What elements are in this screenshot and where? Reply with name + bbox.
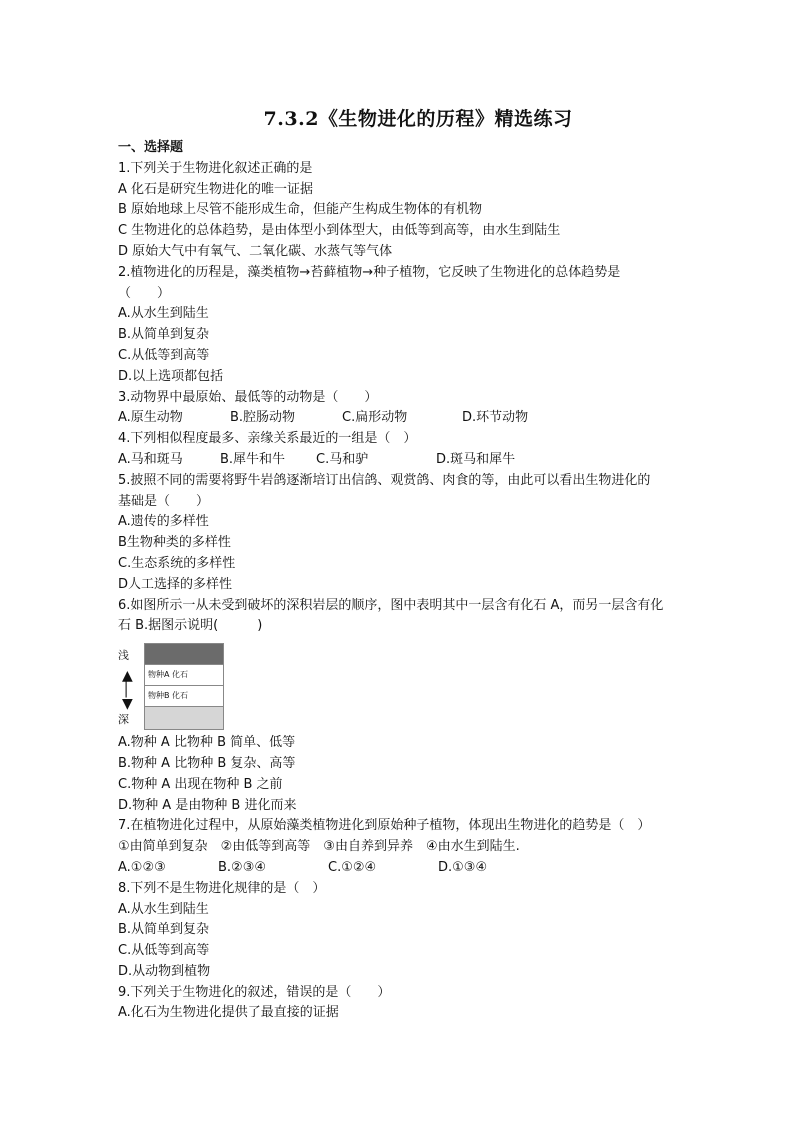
q6-stem: 6.如图所示一从未受到破坏的深积岩层的顺序，图中表明其中一层含有化石 A，而另一层含有化 xyxy=(118,597,664,613)
q4-option-b: B.犀牛和牛 xyxy=(220,451,286,467)
figure-label-shallow: 浅 xyxy=(118,649,129,663)
q7-options xyxy=(118,858,718,879)
q1-option-a: A 化石是研究生物进化的唯一证据 xyxy=(118,181,314,197)
up-down-arrow-icon: ▲ │ ▼ xyxy=(122,668,133,713)
q9-stem: 9.下列关于生物进化的叙述，错误的是（ ） xyxy=(118,984,391,1000)
q1-option-c: C 生物进化的总体趋势，是由体型小到体型大，由低等到高等，由水生到陆生 xyxy=(118,223,561,239)
q1-option-b: B 原始地球上尽管不能形成生命，但能产生构成生物体的有机物 xyxy=(118,202,483,218)
rock-layer-species-a: 物种A 化石 xyxy=(145,665,223,686)
q8-option-d: D.从动物到植物 xyxy=(118,963,211,979)
section-heading: 一、选择题 xyxy=(118,140,184,155)
q5-option-a: A.遗传的多样性 xyxy=(118,514,209,530)
rock-layer-bottom xyxy=(145,707,223,729)
q3-option-c: C.扁形动物 xyxy=(342,410,408,426)
q2-option-b: B.从简单到复杂 xyxy=(118,327,210,343)
q6-option-d: D.物种 A 是由物种 B 进化而来 xyxy=(118,797,297,813)
q4-options xyxy=(118,450,718,471)
q7-stem: 7.在植物进化过程中，从原始藻类植物进化到原始种子植物，体现出生物进化的趋势是（ ） xyxy=(118,818,651,834)
q7-option-c: C.①②④ xyxy=(328,859,377,875)
q5-option-b: B生物种类的多样性 xyxy=(118,535,231,551)
q8-option-b: B.从简单到复杂 xyxy=(118,922,210,938)
q7-option-d: D.①③④ xyxy=(438,859,488,875)
q5-option-d: D人工选择的多样性 xyxy=(118,576,233,592)
question-list xyxy=(118,138,718,1024)
q7-option-b: B.②③④ xyxy=(218,859,267,875)
q3-option-a: A.原生动物 xyxy=(118,410,183,426)
q5-stem-cont: 基础是（ ） xyxy=(118,493,210,509)
q6-option-c: C.物种 A 出现在物种 B 之前 xyxy=(118,776,283,792)
q5-option-c: C.生态系统的多样性 xyxy=(118,555,236,571)
q1-stem: 1.下列关于生物进化叙述正确的是 xyxy=(118,160,313,176)
q8-option-a: A.从水生到陆生 xyxy=(118,901,209,917)
q4-option-c: C.马和驴 xyxy=(316,451,369,467)
q6-option-a: A.物种 A 比物种 B 简单、低等 xyxy=(118,735,296,751)
page-title: 7.3.2《生物进化的历程》精选练习 xyxy=(263,108,573,130)
rock-layer-species-b: 物种B 化石 xyxy=(145,686,223,707)
q4-stem: 4.下列相似程度最多、亲缘关系最近的一组是（ ） xyxy=(118,431,417,447)
rock-layer-figure xyxy=(118,643,228,729)
q2-option-d: D.以上选项都包括 xyxy=(118,368,224,384)
q8-option-c: C.从低等到高等 xyxy=(118,943,210,959)
q6-option-b: B.物种 A 比物种 B 复杂、高等 xyxy=(118,755,296,771)
figure-label-deep: 深 xyxy=(118,713,129,727)
q2-paren: （ ） xyxy=(118,285,171,301)
q4-option-d: D.斑马和犀牛 xyxy=(436,451,516,467)
q7-items: ①由简单到复杂 ②由低等到高等 ③由自养到异养 ④由水生到陆生. xyxy=(118,839,520,855)
q3-options xyxy=(118,408,718,429)
q1-option-d: D 原始大气中有氧气、二氧化碳、水蒸气等气体 xyxy=(118,243,393,259)
q3-option-b: B.腔肠动物 xyxy=(230,410,296,426)
q2-stem: 2.植物进化的历程是，藻类植物→苔藓植物→种子植物，它反映了生物进化的总体趋势是 xyxy=(118,264,621,280)
rock-layer-column xyxy=(144,643,224,730)
q5-stem: 5.披照不同的需要将野牛岩鸽逐渐培订出信鸽、观赏鸽、肉食的等，由此可以看出生物进化的 xyxy=(118,472,651,488)
q3-option-d: D.环节动物 xyxy=(462,410,529,426)
q7-option-a: A.①②③ xyxy=(118,859,166,875)
q9-option-a: A.化石为生物进化提供了最直接的证据 xyxy=(118,1005,339,1021)
q6-stem-cont: 石 B.据图示说明( ) xyxy=(118,618,263,634)
q4-option-a: A.马和斑马 xyxy=(118,451,183,467)
q2-option-c: C.从低等到高等 xyxy=(118,347,210,363)
q8-stem: 8.下列不是生物进化规律的是（ ） xyxy=(118,880,326,896)
rock-layer-top xyxy=(145,644,223,665)
q3-stem: 3.动物界中最原始、最低等的动物是（ ） xyxy=(118,389,378,405)
q2-option-a: A.从水生到陆生 xyxy=(118,306,209,322)
